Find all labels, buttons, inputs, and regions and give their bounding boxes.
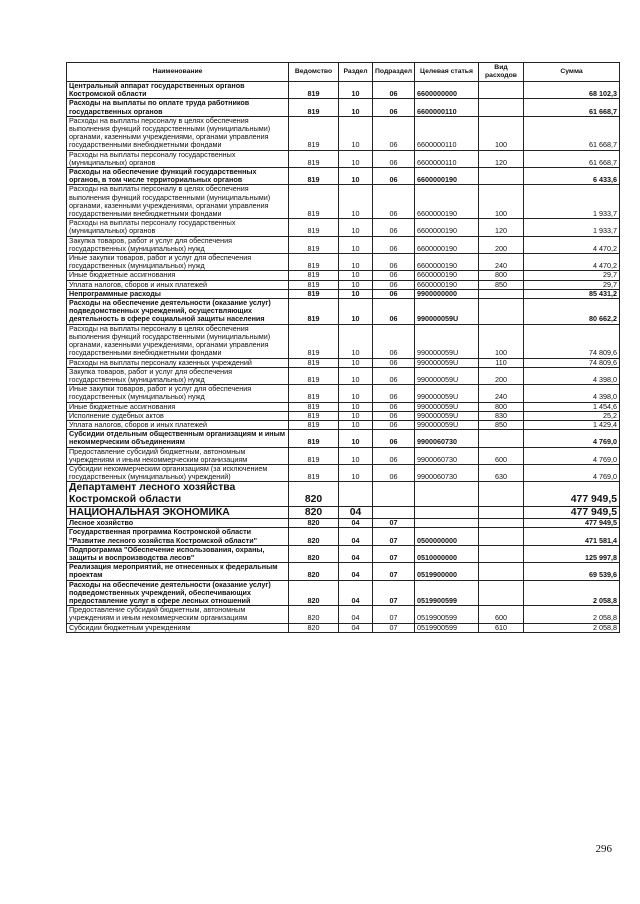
cell-section: 10: [339, 150, 373, 167]
cell-amount: 2 058,8: [524, 580, 620, 606]
cell-dept: 819: [289, 280, 339, 289]
cell-name: Иные бюджетные ассигнования: [67, 271, 289, 280]
cell-dept: 820: [289, 545, 339, 562]
cell-name: Расходы на обеспечение деятельности (оказание услуг) подведомственных учреждений, обеспечивающих предоставление услуг в сфере лесных отношений: [67, 580, 289, 606]
header-subsection: Подраздел: [373, 63, 415, 82]
cell-amount: 61 668,7: [524, 150, 620, 167]
cell-section: 04: [339, 528, 373, 545]
table-row: [67, 623, 620, 632]
cell-target: 6600000190: [415, 219, 479, 236]
table-row: [67, 99, 620, 116]
table-row: [67, 506, 620, 519]
cell-name: Закупка товаров, работ и услуг для обеспечения государственных (муниципальных) нужд: [67, 236, 289, 253]
cell-expense-type: 830: [479, 411, 524, 420]
cell-name: Закупка товаров, работ и услуг для обеспечения государственных (муниципальных) нужд: [67, 367, 289, 384]
cell-section: 10: [339, 271, 373, 280]
cell-expense-type: 600: [479, 447, 524, 464]
cell-section: 10: [339, 420, 373, 429]
cell-section: 10: [339, 116, 373, 150]
cell-expense-type: [479, 482, 524, 506]
cell-name: Департамент лесного хозяйства Костромской области: [67, 482, 289, 506]
cell-subsection: 06: [373, 464, 415, 481]
cell-dept: 819: [289, 185, 339, 219]
cell-expense-type: [479, 168, 524, 185]
cell-section: 04: [339, 606, 373, 623]
cell-subsection: 06: [373, 411, 415, 420]
cell-dept: 819: [289, 82, 339, 99]
cell-target: 6600000190: [415, 185, 479, 219]
cell-name: Субсидии некоммерческим организациям (за исключением государственных (муниципальных) учреждений): [67, 464, 289, 481]
cell-expense-type: [479, 99, 524, 116]
cell-amount: 69 539,6: [524, 563, 620, 580]
cell-name: Уплата налогов, сборов и иных платежей: [67, 280, 289, 289]
cell-subsection: 06: [373, 150, 415, 167]
cell-subsection: 06: [373, 430, 415, 447]
cell-amount: 4 398,0: [524, 385, 620, 402]
cell-dept: 820: [289, 623, 339, 632]
cell-target: 6600000190: [415, 168, 479, 185]
table-row: [67, 236, 620, 253]
cell-section: 10: [339, 236, 373, 253]
cell-subsection: 06: [373, 358, 415, 367]
table-row: [67, 519, 620, 528]
cell-amount: 4 470,2: [524, 254, 620, 271]
cell-expense-type: [479, 506, 524, 519]
cell-amount: 4 398,0: [524, 367, 620, 384]
cell-subsection: [373, 482, 415, 506]
cell-dept: 820: [289, 528, 339, 545]
cell-name: Государственная программа Костромской области "Развитие лесного хозяйства Костромской области": [67, 528, 289, 545]
table-row: [67, 185, 620, 219]
table-row: [67, 82, 620, 99]
cell-name: Расходы на выплаты персоналу в целях обеспечения выполнения функций государственными (муниципальными) органами, казенными учреждениями, органами управления государственными внебюджетными фондами: [67, 185, 289, 219]
cell-dept: 819: [289, 367, 339, 384]
cell-target: [415, 506, 479, 519]
cell-name: НАЦИОНАЛЬНАЯ ЭКОНОМИКА: [67, 506, 289, 519]
cell-expense-type: 120: [479, 150, 524, 167]
cell-target: 990000059U: [415, 420, 479, 429]
cell-subsection: 06: [373, 385, 415, 402]
cell-dept: 820: [289, 519, 339, 528]
cell-section: 10: [339, 299, 373, 325]
cell-name: Расходы на обеспечение функций государственных органов, в том числе территориальных органов: [67, 168, 289, 185]
cell-name: Центральный аппарат государственных органов Костромской области: [67, 82, 289, 99]
cell-expense-type: [479, 430, 524, 447]
cell-expense-type: 240: [479, 254, 524, 271]
cell-section: 10: [339, 411, 373, 420]
cell-expense-type: 600: [479, 606, 524, 623]
header-expense-type: Вид расходов: [479, 63, 524, 82]
cell-dept: 819: [289, 236, 339, 253]
table-row: [67, 367, 620, 384]
cell-section: 04: [339, 519, 373, 528]
cell-dept: 820: [289, 506, 339, 519]
cell-section: 04: [339, 545, 373, 562]
cell-dept: 819: [289, 99, 339, 116]
table-row: [67, 420, 620, 429]
cell-dept: 819: [289, 150, 339, 167]
cell-section: 10: [339, 280, 373, 289]
cell-target: 6600000110: [415, 99, 479, 116]
cell-subsection: 06: [373, 219, 415, 236]
cell-expense-type: 200: [479, 367, 524, 384]
cell-expense-type: [479, 82, 524, 99]
cell-section: 10: [339, 254, 373, 271]
cell-target: 990000059U: [415, 411, 479, 420]
cell-subsection: 06: [373, 420, 415, 429]
cell-name: Предоставление субсидий бюджетным, автономным учреждениям и иным некоммерческим организациям: [67, 447, 289, 464]
cell-section: 04: [339, 580, 373, 606]
cell-expense-type: [479, 528, 524, 545]
cell-expense-type: 800: [479, 402, 524, 411]
cell-target: 0500000000: [415, 528, 479, 545]
cell-expense-type: 200: [479, 236, 524, 253]
table-row: [67, 482, 620, 506]
cell-dept: 819: [289, 411, 339, 420]
cell-target: 9900000000: [415, 289, 479, 298]
cell-section: 10: [339, 385, 373, 402]
cell-section: 04: [339, 506, 373, 519]
cell-dept: 819: [289, 358, 339, 367]
cell-amount: 74 809,6: [524, 324, 620, 358]
cell-amount: 477 949,5: [524, 506, 620, 519]
cell-section: 10: [339, 168, 373, 185]
cell-amount: 74 809,6: [524, 358, 620, 367]
table-row: [67, 150, 620, 167]
cell-name: Уплата налогов, сборов и иных платежей: [67, 420, 289, 429]
cell-subsection: 06: [373, 271, 415, 280]
cell-expense-type: [479, 545, 524, 562]
table-row: [67, 528, 620, 545]
cell-amount: 2 058,8: [524, 623, 620, 632]
table-row: [67, 219, 620, 236]
cell-expense-type: [479, 580, 524, 606]
cell-amount: 477 949,5: [524, 482, 620, 506]
cell-amount: 4 470,2: [524, 236, 620, 253]
cell-expense-type: 240: [479, 385, 524, 402]
cell-section: 10: [339, 430, 373, 447]
cell-amount: 125 997,8: [524, 545, 620, 562]
table-row: [67, 563, 620, 580]
cell-target: 0519900000: [415, 563, 479, 580]
cell-dept: 820: [289, 606, 339, 623]
table-row: [67, 430, 620, 447]
cell-expense-type: 100: [479, 116, 524, 150]
cell-subsection: 07: [373, 563, 415, 580]
cell-dept: 819: [289, 430, 339, 447]
cell-subsection: 06: [373, 447, 415, 464]
cell-name: Расходы на выплаты персоналу в целях обеспечения выполнения функций государственными (муниципальными) органами, казенными учреждениями, органами управления государственными внебюджетными фондами: [67, 324, 289, 358]
cell-target: 990000059U: [415, 385, 479, 402]
cell-amount: 68 102,3: [524, 82, 620, 99]
table-row: [67, 168, 620, 185]
cell-target: 6600000190: [415, 254, 479, 271]
cell-section: 10: [339, 185, 373, 219]
table-row: [67, 280, 620, 289]
cell-expense-type: [479, 299, 524, 325]
table-body: [67, 82, 620, 633]
budget-table: [66, 62, 620, 633]
cell-target: [415, 482, 479, 506]
table-row: [67, 358, 620, 367]
cell-amount: 4 769,0: [524, 464, 620, 481]
cell-section: 10: [339, 464, 373, 481]
cell-name: Расходы на выплаты персоналу государственных (муниципальных) органов: [67, 219, 289, 236]
cell-target: 6600000110: [415, 150, 479, 167]
cell-section: 10: [339, 219, 373, 236]
cell-amount: 6 433,6: [524, 168, 620, 185]
cell-expense-type: 850: [479, 280, 524, 289]
header-section: Раздел: [339, 63, 373, 82]
cell-target: 6600000190: [415, 280, 479, 289]
cell-subsection: 07: [373, 519, 415, 528]
cell-name: Реализация мероприятий, не отнесенных к федеральным проектам: [67, 563, 289, 580]
cell-subsection: [373, 506, 415, 519]
cell-subsection: 06: [373, 236, 415, 253]
cell-dept: 819: [289, 219, 339, 236]
cell-expense-type: 100: [479, 324, 524, 358]
cell-dept: 820: [289, 563, 339, 580]
cell-expense-type: 630: [479, 464, 524, 481]
cell-amount: 1 454,6: [524, 402, 620, 411]
cell-expense-type: 100: [479, 185, 524, 219]
cell-name: Расходы на выплаты по оплате труда работников государственных органов: [67, 99, 289, 116]
cell-amount: 80 662,2: [524, 299, 620, 325]
cell-section: 10: [339, 367, 373, 384]
cell-amount: 1 429,4: [524, 420, 620, 429]
cell-target: 9900060730: [415, 430, 479, 447]
cell-target: 990000059U: [415, 402, 479, 411]
cell-subsection: 06: [373, 82, 415, 99]
cell-dept: 819: [289, 464, 339, 481]
cell-subsection: 06: [373, 299, 415, 325]
table-row: [67, 447, 620, 464]
cell-amount: 25,2: [524, 411, 620, 420]
cell-dept: 819: [289, 447, 339, 464]
cell-subsection: 06: [373, 185, 415, 219]
cell-amount: 2 058,8: [524, 606, 620, 623]
cell-subsection: 06: [373, 289, 415, 298]
cell-subsection: 06: [373, 99, 415, 116]
cell-section: 10: [339, 99, 373, 116]
cell-section: 10: [339, 82, 373, 99]
table-row: [67, 580, 620, 606]
cell-expense-type: [479, 563, 524, 580]
table-row: [67, 289, 620, 298]
cell-name: Непрограммные расходы: [67, 289, 289, 298]
cell-target: 0519900599: [415, 580, 479, 606]
cell-target: 0519900599: [415, 606, 479, 623]
cell-section: 10: [339, 402, 373, 411]
cell-subsection: 06: [373, 116, 415, 150]
cell-amount: 61 668,7: [524, 116, 620, 150]
table-row: [67, 324, 620, 358]
cell-dept: 819: [289, 299, 339, 325]
cell-target: 6600000000: [415, 82, 479, 99]
cell-dept: 819: [289, 402, 339, 411]
page-number: 296: [595, 843, 612, 855]
cell-name: Исполнение судебных актов: [67, 411, 289, 420]
cell-expense-type: 800: [479, 271, 524, 280]
cell-target: 990000059U: [415, 299, 479, 325]
cell-subsection: 07: [373, 606, 415, 623]
cell-subsection: 06: [373, 367, 415, 384]
cell-target: 9900060730: [415, 464, 479, 481]
cell-dept: 819: [289, 116, 339, 150]
cell-amount: 1 933,7: [524, 219, 620, 236]
cell-subsection: 07: [373, 528, 415, 545]
cell-name: Субсидии бюджетным учреждениям: [67, 623, 289, 632]
table-row: [67, 385, 620, 402]
cell-name: Расходы на обеспечение деятельности (оказание услуг) подведомственных учреждений, осуществляющих деятельность в сфере социальной защиты населения: [67, 299, 289, 325]
cell-name: Иные закупки товаров, работ и услуг для обеспечения государственных (муниципальных) нужд: [67, 254, 289, 271]
cell-expense-type: 850: [479, 420, 524, 429]
cell-expense-type: [479, 289, 524, 298]
cell-subsection: 07: [373, 580, 415, 606]
cell-subsection: 06: [373, 402, 415, 411]
cell-target: 990000059U: [415, 324, 479, 358]
cell-subsection: 06: [373, 254, 415, 271]
cell-target: 9900060730: [415, 447, 479, 464]
cell-dept: 819: [289, 271, 339, 280]
cell-section: 10: [339, 358, 373, 367]
cell-subsection: 07: [373, 623, 415, 632]
cell-target: 0510000000: [415, 545, 479, 562]
cell-section: [339, 482, 373, 506]
table-row: [67, 254, 620, 271]
cell-amount: 29,7: [524, 280, 620, 289]
cell-subsection: 06: [373, 280, 415, 289]
cell-name: Подпрограмма "Обеспечение использования, охраны, защиты и воспроизводства лесов": [67, 545, 289, 562]
cell-expense-type: 120: [479, 219, 524, 236]
cell-target: 6600000110: [415, 116, 479, 150]
cell-name: Расходы на выплаты персоналу казенных учреждений: [67, 358, 289, 367]
cell-name: Расходы на выплаты персоналу государственных (муниципальных) органов: [67, 150, 289, 167]
cell-dept: 819: [289, 420, 339, 429]
cell-subsection: 06: [373, 324, 415, 358]
cell-expense-type: 610: [479, 623, 524, 632]
cell-name: Иные закупки товаров, работ и услуг для обеспечения государственных (муниципальных) нужд: [67, 385, 289, 402]
header-dept: Ведомство: [289, 63, 339, 82]
header-target: Целевая статья: [415, 63, 479, 82]
cell-amount: 1 933,7: [524, 185, 620, 219]
cell-dept: 820: [289, 482, 339, 506]
cell-name: Иные бюджетные ассигнования: [67, 402, 289, 411]
cell-target: 0519900599: [415, 623, 479, 632]
cell-expense-type: 110: [479, 358, 524, 367]
cell-dept: 819: [289, 289, 339, 298]
cell-name: Предоставление субсидий бюджетным, автономным учреждениям и иным некоммерческим организациям: [67, 606, 289, 623]
cell-dept: 819: [289, 168, 339, 185]
cell-section: 04: [339, 563, 373, 580]
cell-dept: 819: [289, 385, 339, 402]
cell-amount: 4 769,0: [524, 447, 620, 464]
table-row: [67, 606, 620, 623]
cell-name: Субсидии отдельным общественным организациям и иным некоммерческим объединениям: [67, 430, 289, 447]
cell-amount: 477 949,5: [524, 519, 620, 528]
table-row: [67, 402, 620, 411]
cell-amount: 29,7: [524, 271, 620, 280]
cell-dept: 820: [289, 580, 339, 606]
table-row: [67, 545, 620, 562]
cell-section: 10: [339, 324, 373, 358]
cell-dept: 819: [289, 254, 339, 271]
cell-target: 990000059U: [415, 358, 479, 367]
cell-target: [415, 519, 479, 528]
table-header-row: [67, 63, 620, 82]
table-row: [67, 411, 620, 420]
cell-section: 10: [339, 289, 373, 298]
table-row: [67, 271, 620, 280]
cell-target: 990000059U: [415, 367, 479, 384]
header-amount: Сумма: [524, 63, 620, 82]
cell-target: 6600000190: [415, 236, 479, 253]
cell-target: 6600000190: [415, 271, 479, 280]
table-row: [67, 464, 620, 481]
cell-amount: 61 668,7: [524, 99, 620, 116]
cell-amount: 471 581,4: [524, 528, 620, 545]
table-row: [67, 299, 620, 325]
table-row: [67, 116, 620, 150]
cell-section: 04: [339, 623, 373, 632]
cell-subsection: 07: [373, 545, 415, 562]
cell-amount: 85 431,2: [524, 289, 620, 298]
cell-name: Лесное хозяйство: [67, 519, 289, 528]
header-name: Наименование: [67, 63, 289, 82]
cell-amount: 4 769,0: [524, 430, 620, 447]
cell-section: 10: [339, 447, 373, 464]
cell-dept: 819: [289, 324, 339, 358]
cell-expense-type: [479, 519, 524, 528]
cell-name: Расходы на выплаты персоналу в целях обеспечения выполнения функций государственными (муниципальными) органами, казенными учреждениями, органами управления государственными внебюджетными фондами: [67, 116, 289, 150]
cell-subsection: 06: [373, 168, 415, 185]
